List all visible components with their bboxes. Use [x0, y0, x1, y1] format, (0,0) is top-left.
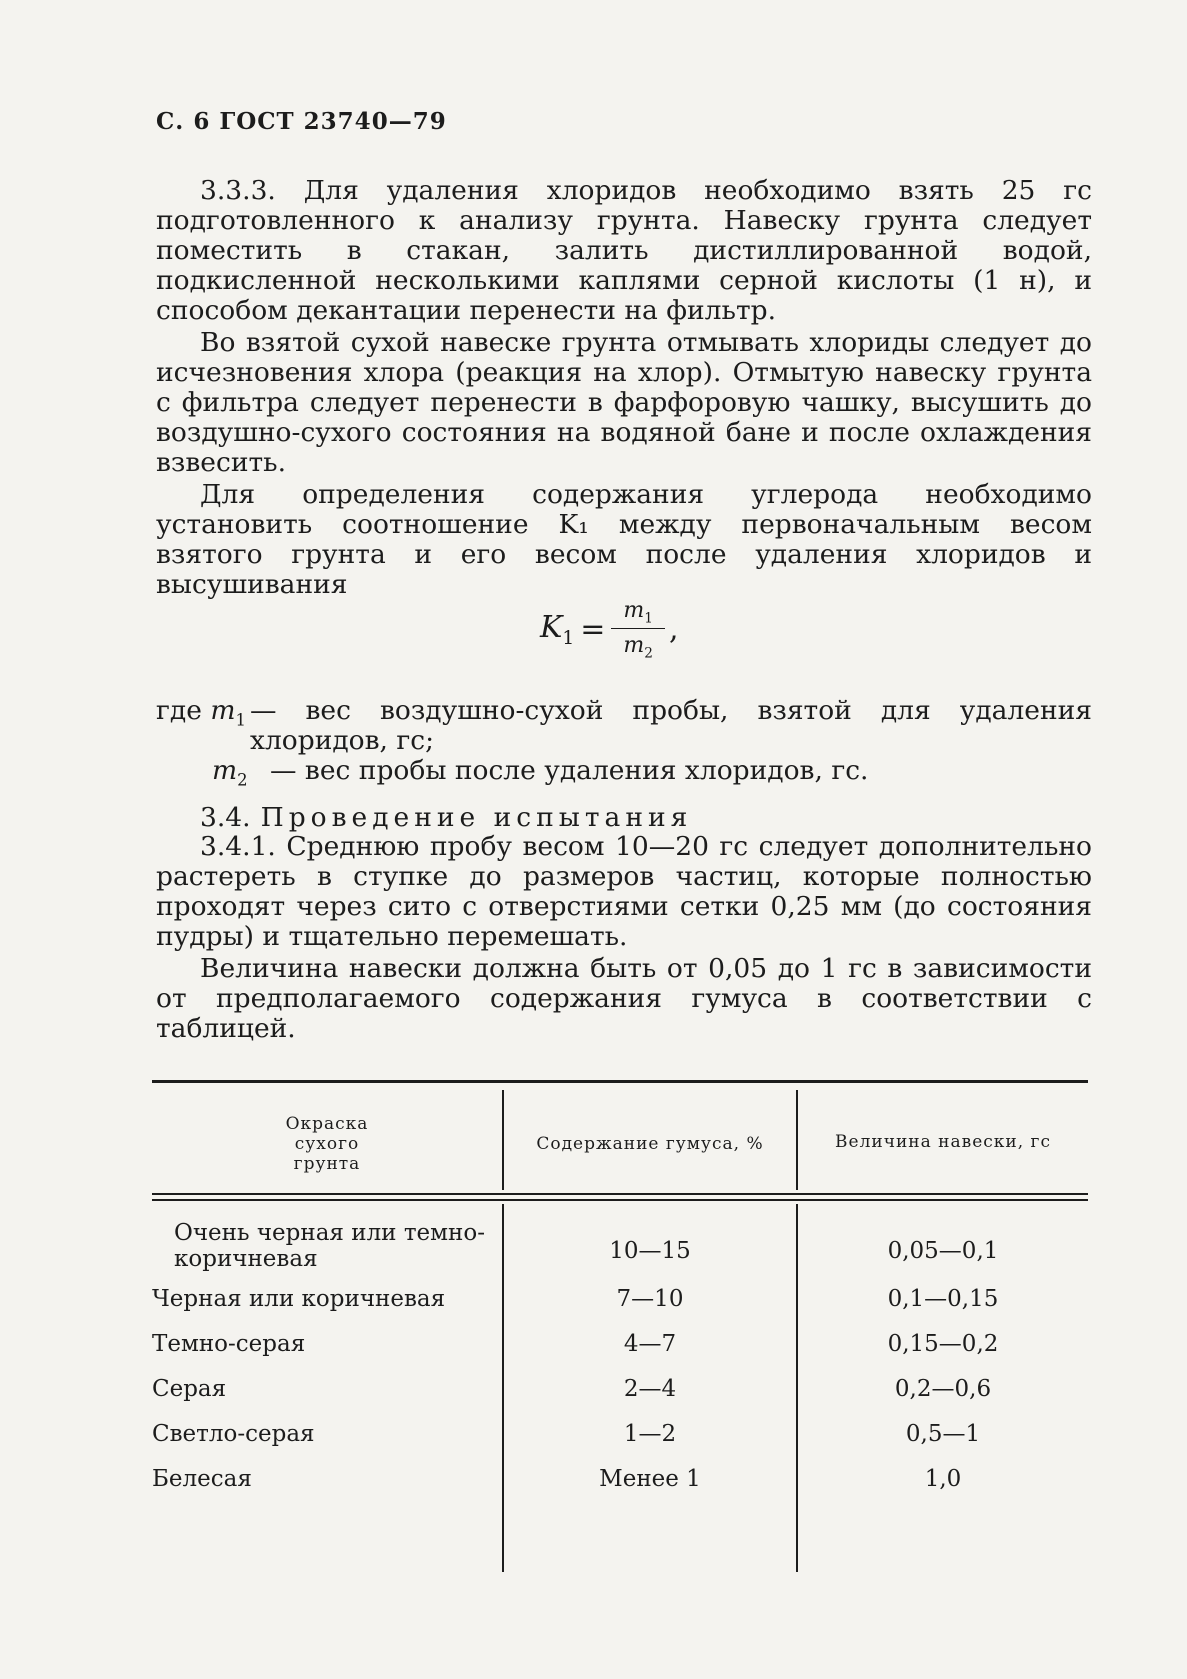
- formula-legend: [156, 696, 1092, 795]
- cell-humus: 4—7: [623, 1331, 677, 1357]
- cell-humus: Менее 1: [599, 1466, 701, 1492]
- table-row: [152, 1220, 1088, 1286]
- cell-sample: 0,2—0,6: [894, 1376, 992, 1402]
- table-row: [152, 1376, 1088, 1421]
- legend-m2: $m_2$ — вес пробы после удаления хлоридов, гс.: [212, 755, 869, 790]
- cell-color: Белесая: [152, 1466, 252, 1492]
- page-header: С. 6 ГОСТ 23740—79: [156, 108, 447, 135]
- table-row: [152, 1466, 1088, 1511]
- paragraph-3-3-3: 3.3.3. Для удаления хлоридов необходимо взять 25 гс подготовленного к анализу грунта. Навеску грунта следует поместить в стакан, залить дистиллированной водой, подкисленной несколькими каплями серной кислоты (1 н), и способом декантации перенести на фильтр.: [156, 175, 1092, 326]
- cell-sample: 0,5—1: [905, 1421, 981, 1447]
- table-header-sample: Величина навески, гс: [835, 1132, 1051, 1152]
- table-row: [152, 1331, 1088, 1376]
- formula-denominator: $m_2$: [623, 633, 653, 662]
- cell-color: Темно-серая: [152, 1331, 306, 1357]
- cell-humus: 2—4: [623, 1376, 677, 1402]
- formula-numerator: $m_1$: [611, 598, 665, 629]
- paragraph-washing: Во взятой сухой навеске грунта отмывать хлориды следует до исчезновения хлора (реакция на хлор). Отмытую навеску грунта с фильтра следует перенести в фарфоровую чашку, высушить до воздушно-сухого состояния на водяной бане и после охлаждения взвесить.: [156, 327, 1092, 478]
- formula-k1: $K_1$ = $\frac{m_1}{m_2}$ ,: [540, 598, 679, 662]
- cell-humus: 7—10: [616, 1286, 684, 1312]
- table-header-color: Окраска сухого грунта: [285, 1114, 369, 1174]
- legend-m1: где $m_1$ — вес воздушно-сухой пробы, взятой для удаления хлоридов, гс;: [156, 695, 1092, 756]
- paragraph-sample-size: Величина навески должна быть от 0,05 до 1 гс в зависимости от предполагаемого содержания гумуса в соответствии с таблицей.: [156, 953, 1092, 1044]
- humus-table: [152, 1080, 1088, 1572]
- cell-sample: 0,05—0,1: [887, 1238, 999, 1264]
- table-header-humus: Содержание гумуса, %: [536, 1134, 764, 1154]
- cell-humus: 1—2: [623, 1421, 677, 1447]
- table-body: [152, 1220, 1088, 1511]
- table-row: [152, 1286, 1088, 1331]
- paragraph-3-4-1: 3.4.1. Среднюю пробу весом 10—20 гс следует дополнительно растереть в ступке до размеров частиц, которые полностью проходят через сито с отверстиями сетки 0,25 мм (до состояния пудры) и тщательно перемешать.: [156, 831, 1092, 952]
- cell-color: Светло-серая: [152, 1421, 315, 1447]
- table-row: [152, 1421, 1088, 1466]
- cell-color: Черная или коричневая: [152, 1286, 446, 1312]
- section-title: 3.4. Проведение испытания: [200, 802, 693, 833]
- paragraph-ratio: Для определения содержания углерода необходимо установить соотношение K₁ между первоначальным весом взятого грунта и его весом после удаления хлоридов и высушивания: [156, 479, 1092, 600]
- paragraphs-top: [156, 176, 1092, 600]
- formula-fraction: [611, 598, 665, 662]
- cell-humus: 10—15: [609, 1238, 691, 1264]
- paragraphs-bottom: [156, 832, 1092, 1044]
- cell-sample: 0,1—0,15: [887, 1286, 999, 1312]
- cell-sample: 1,0: [924, 1466, 962, 1492]
- cell-sample: 0,15—0,2: [887, 1331, 999, 1357]
- formula-lhs: $K_1$: [540, 610, 575, 650]
- cell-color: Очень черная или темно-коричневая: [174, 1220, 485, 1272]
- cell-color: Серая: [152, 1376, 227, 1402]
